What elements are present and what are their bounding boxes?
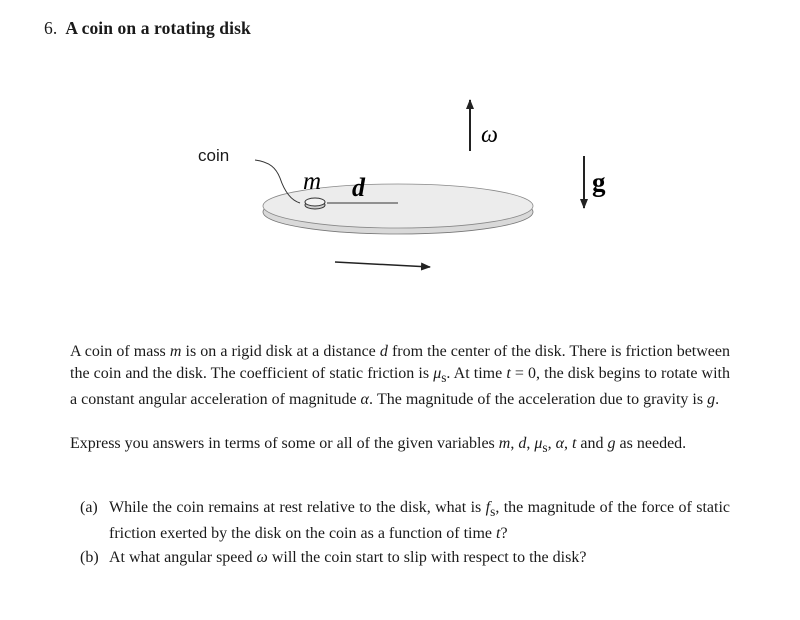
- answer-instructions: Express you answers in terms of some or all of the given variables m, d, $\mu_s$, α, t and g as needed.: [70, 435, 687, 456]
- part-b: [80, 547, 730, 569]
- problem-description: A coin of mass m is on a rigid disk at a distance d from the center of the disk. There is friction between the coin and the disk. The coefficient of static friction is $\mu_s$. At time t = 0, the disk begins to rotate with a constant angular acceleration of magnitude α. The magnitude of the acceleration due to gravity is g.: [70, 343, 731, 409]
- mass-label: m: [303, 168, 322, 195]
- problem-title: A coin on a rotating disk: [65, 18, 251, 38]
- problem-number: 6.: [44, 18, 58, 38]
- gravity-label: g: [592, 167, 606, 197]
- part-b-question: At what angular speed ω will the coin start to slip with respect to the disk?: [109, 549, 587, 566]
- omega-label: ω: [481, 122, 498, 148]
- part-a-question: While the coin remains at rest relative to the disk, what is $f_s$, the magnitude of the force of static friction exerted by the disk on the coin as a function of time t?: [109, 499, 731, 543]
- coin-top: [305, 198, 325, 206]
- rotation-arrow: [335, 262, 430, 267]
- part-a-label: (a): [80, 499, 98, 516]
- part-a: [80, 497, 730, 545]
- distance-label: d: [352, 173, 365, 202]
- part-b-label: (b): [80, 549, 99, 566]
- coin-label: coin: [198, 146, 230, 165]
